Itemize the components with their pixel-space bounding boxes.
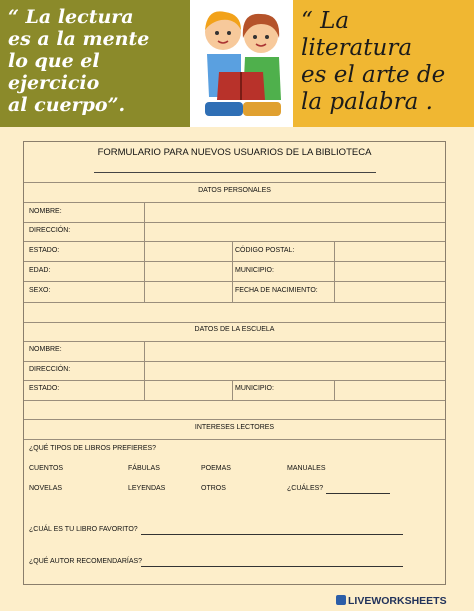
quote-line: lo que el [8, 50, 100, 72]
divider [24, 419, 445, 420]
recommended-author-answer-line[interactable] [141, 566, 403, 567]
quote-line: “ La literatura [301, 8, 413, 61]
birth-date-label: FECHA DE NACIMIENTO: [235, 287, 318, 294]
divider [24, 400, 445, 401]
divider [24, 361, 445, 362]
library-registration-form [23, 141, 446, 585]
divider [24, 302, 445, 303]
divider [24, 322, 445, 323]
option-leyendas: LEYENDAS [128, 485, 166, 492]
address-label: DIRECCIÓN: [29, 227, 71, 234]
column-divider [334, 380, 335, 400]
column-divider [232, 241, 233, 302]
divider [24, 380, 445, 381]
school-name-label: NOMBRE: [29, 346, 62, 353]
divider [24, 281, 445, 282]
divider [24, 241, 445, 242]
state-label: ESTADO: [29, 247, 60, 254]
postal-code-label: CÓDIGO POSTAL: [235, 247, 295, 254]
favorite-book-answer-line[interactable] [141, 534, 403, 535]
header-banner [0, 0, 474, 127]
municipality-label: MUNICIPIO: [235, 267, 274, 274]
divider [24, 202, 445, 203]
divider [24, 222, 445, 223]
which-answer-line[interactable] [326, 493, 390, 494]
quote-line: “ La lectura [8, 6, 134, 28]
quote-line: es a la mente [8, 28, 150, 50]
section-reading-interests: INTERESES LECTORES [194, 424, 275, 431]
liveworksheets-logo-icon [336, 595, 346, 605]
which-label: ¿CUÁLES? [287, 485, 324, 492]
school-state-label: ESTADO: [29, 385, 60, 392]
section-personal-data: DATOS PERSONALES [198, 187, 271, 194]
form-title: FORMULARIO PARA NUEVOS USUARIOS DE LA BIBLIOTECA [97, 147, 372, 158]
divider [24, 261, 445, 262]
option-novelas: NOVELAS [29, 485, 63, 492]
age-label: EDAD: [29, 267, 51, 274]
book-types-question: ¿QUÉ TIPOS DE LIBROS PREFIERES? [29, 445, 157, 452]
literature-quote [293, 0, 474, 127]
quote-line: ejercicio [8, 72, 100, 94]
option-otros: OTROS [201, 485, 226, 492]
school-address-label: DIRECCIÓN: [29, 366, 71, 373]
title-underline [94, 172, 376, 173]
quote-line: la palabra . [301, 89, 433, 115]
favorite-book-question: ¿CUÁL ES TU LIBRO FAVORITO? [29, 526, 138, 533]
column-divider [144, 202, 145, 302]
column-divider [232, 380, 233, 400]
recommended-author-question: ¿QUÉ AUTOR RECOMENDARÍAS? [29, 558, 143, 565]
divider [24, 439, 445, 440]
divider [24, 341, 445, 342]
column-divider [334, 241, 335, 302]
option-poemas: POEMAS [201, 465, 231, 472]
quote-line: es el arte de [301, 62, 446, 88]
name-label: NOMBRE: [29, 208, 62, 215]
quote-line: al cuerpo”. [8, 94, 126, 116]
reading-quote [0, 0, 190, 127]
footer-brand: LIVEWORKSHEETS [348, 595, 447, 607]
sex-label: SEXO: [29, 287, 51, 294]
option-manuales: MANUALES [287, 465, 326, 472]
section-school-data: DATOS DE LA ESCUELA [194, 326, 275, 333]
divider [24, 182, 445, 183]
children-reading-illustration [191, 2, 291, 124]
school-municipality-label: MUNICIPIO: [235, 385, 274, 392]
option-cuentos: CUENTOS [29, 465, 64, 472]
option-fabulas: FÁBULAS [128, 465, 160, 472]
column-divider [144, 341, 145, 400]
liveworksheets-footer[interactable] [336, 594, 472, 608]
